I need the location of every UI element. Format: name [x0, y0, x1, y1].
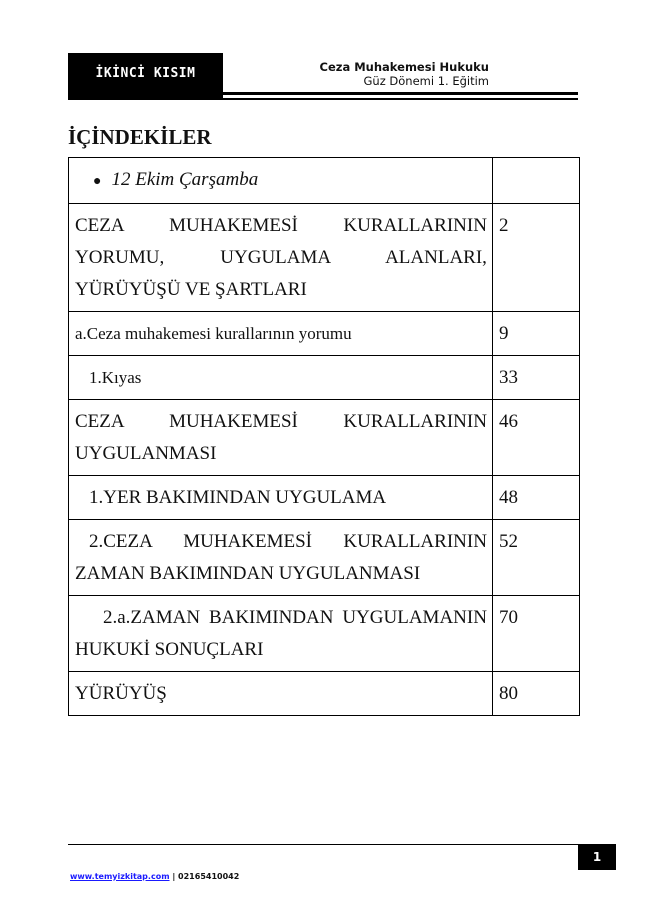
- section-label: İKİNCİ KISIM: [68, 53, 223, 93]
- toc-row-page: [492, 158, 579, 204]
- toc-title: İÇİNDEKİLER: [68, 125, 212, 149]
- course-title: Ceza Muhakemesi Hukuku: [319, 60, 489, 74]
- header-divider-left: [68, 93, 223, 100]
- toc-row-text: 2.a.ZAMAN BAKIMINDAN UYGULAMANIN HUKUKİ SONUÇLARI: [75, 607, 487, 660]
- toc-table: [68, 157, 580, 716]
- toc-row-page: 2: [492, 204, 579, 312]
- toc-row-page: 70: [492, 596, 579, 672]
- toc-row-page: 33: [492, 356, 579, 400]
- toc-row: [69, 158, 580, 204]
- toc-row: [69, 400, 580, 476]
- footer-divider: [68, 844, 578, 845]
- toc-row-label[interactable]: YÜRÜYÜŞ: [69, 672, 493, 716]
- toc-row-page: 46: [492, 400, 579, 476]
- bullet-icon: ●: [93, 174, 102, 189]
- toc-row-text: 2.CEZA MUHAKEMESİ KURALLARININ ZAMAN BAKIMINDAN UYGULANMASI: [75, 531, 487, 584]
- toc-row: [69, 596, 580, 672]
- footer-contact: [70, 872, 239, 881]
- toc-date-label: 12 Ekim Çarşamba: [111, 169, 259, 190]
- header-divider-thick: [223, 92, 578, 95]
- toc-row-page: 80: [492, 672, 579, 716]
- toc-row: [69, 312, 580, 356]
- toc-row: [69, 672, 580, 716]
- toc-row-label[interactable]: CEZA MUHAKEMESİ KURALLARININ UYGULANMASI: [69, 400, 493, 476]
- toc-row-label[interactable]: [69, 158, 493, 204]
- toc-row-label[interactable]: [69, 596, 493, 672]
- website-link[interactable]: www.temyizkitap.com: [70, 872, 170, 881]
- toc-row-page: 48: [492, 476, 579, 520]
- phone-number: 02165410042: [178, 872, 240, 881]
- toc-row-label[interactable]: 1.Kıyas: [69, 356, 493, 400]
- toc-row: [69, 204, 580, 312]
- toc-row: [69, 356, 580, 400]
- toc-row: [69, 476, 580, 520]
- page-number: 1: [578, 844, 616, 870]
- course-subtitle: Güz Dönemi 1. Eğitim: [363, 74, 489, 88]
- course-header: [320, 60, 489, 88]
- toc-row: [69, 520, 580, 596]
- toc-row-label[interactable]: [69, 520, 493, 596]
- header-divider-thin: [223, 98, 578, 100]
- toc-row-label[interactable]: a.Ceza muhakemesi kurallarının yorumu: [69, 312, 493, 356]
- toc-row-label[interactable]: 1.YER BAKIMINDAN UYGULAMA: [69, 476, 493, 520]
- footer-separator: |: [172, 872, 176, 881]
- toc-row-page: 52: [492, 520, 579, 596]
- toc-row-label[interactable]: CEZA MUHAKEMESİ KURALLARININ YORUMU, UYGULAMA ALANLARI, YÜRÜYÜŞÜ VE ŞARTLARI: [69, 204, 493, 312]
- toc-row-page: 9: [492, 312, 579, 356]
